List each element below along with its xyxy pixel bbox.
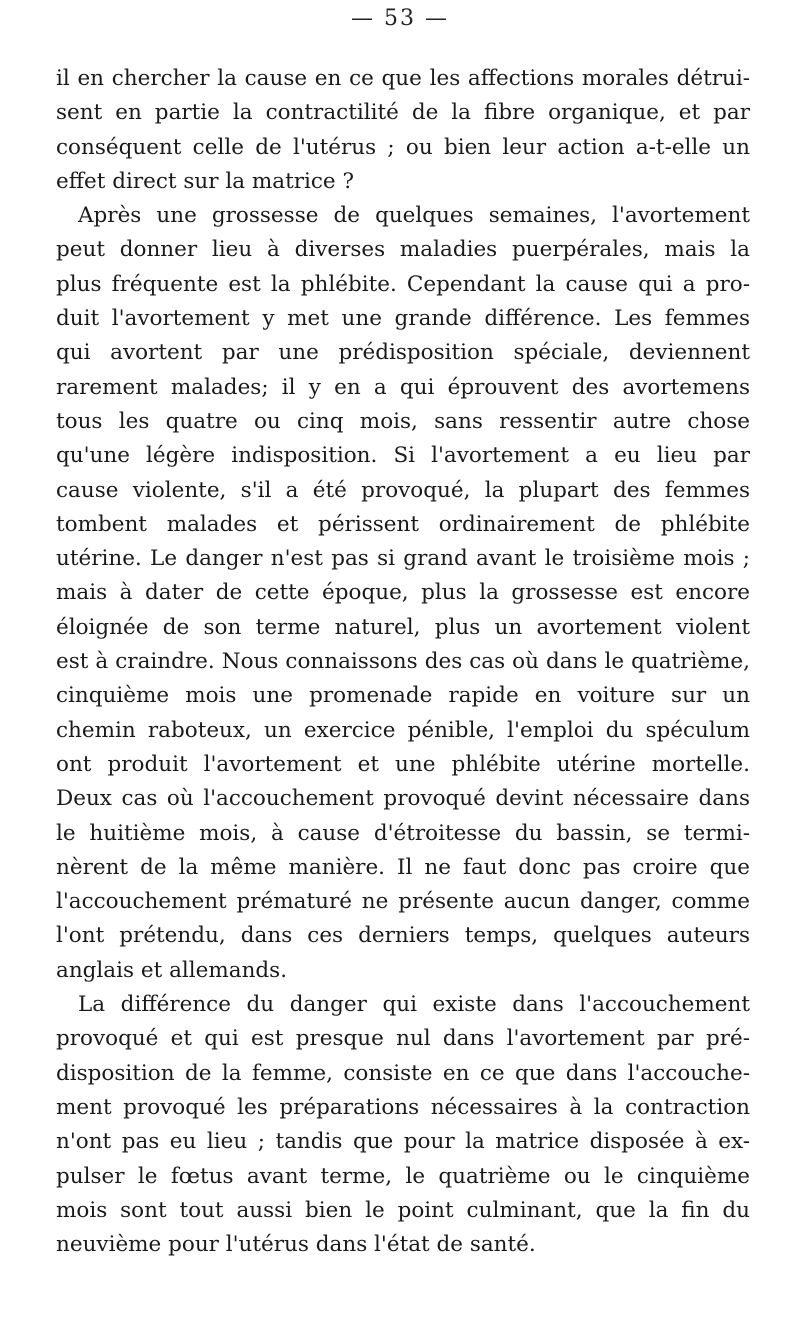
text-line: le huitième mois, à cause d'étroitesse du bassin, se termi-	[56, 820, 750, 846]
text-line: cinquième mois une promenade rapide en voiture sur un	[56, 683, 750, 709]
text-line: nèrent de la même manière. Il ne faut donc pas croire que	[56, 854, 750, 880]
text-line: est à craindre. Nous connaissons des cas où dans le quatrième,	[56, 649, 750, 675]
text-line: qu'une légère indisposition. Si l'avortement a eu lieu par	[56, 443, 750, 469]
text-line: utérine. Le danger n'est pas si grand avant le troisième mois ;	[56, 546, 750, 572]
text-line: disposition de la femme, consiste en ce que dans l'accouche-	[56, 1060, 750, 1086]
text-line: plus fréquente est la phlébite. Cependant la cause qui a pro-	[56, 271, 750, 297]
page-number: — 53 —	[351, 6, 449, 31]
text-line: mais à dater de cette époque, plus la grossesse est encore	[56, 580, 750, 606]
text-line: éloignée de son terme naturel, plus un avortement violent	[56, 614, 750, 640]
text-line: sent en partie la contractilité de la fibre organique, et par	[56, 100, 750, 126]
text-line: qui avortent par une prédisposition spéciale, deviennent	[56, 340, 750, 366]
text-line: Après une grossesse de quelques semaines, l'avortement	[78, 203, 750, 229]
text-line: l'accouchement prématuré ne présente aucun danger, comme	[56, 889, 750, 915]
text-line: duit l'avortement y met une grande différence. Les femmes	[56, 306, 750, 332]
text-line: rarement malades; il y en a qui éprouvent des avortemens	[56, 374, 750, 400]
text-line: conséquent celle de l'utérus ; ou bien leur action a-t-elle un	[56, 134, 750, 160]
text-line: neuvième pour l'utérus dans l'état de santé.	[56, 1232, 536, 1258]
text-line: anglais et allemands.	[56, 957, 288, 983]
text-line: n'ont pas eu lieu ; tandis que pour la matrice disposée à ex-	[56, 1129, 750, 1155]
text-line: La différence du danger qui existe dans l'accouchement	[78, 992, 750, 1018]
text-line: Deux cas où l'accouchement provoqué devint nécessaire dans	[56, 786, 750, 812]
text-line: peut donner lieu à diverses maladies puerpérales, mais la	[56, 237, 750, 263]
text-line: pulser le fœtus avant terme, le quatrième ou le cinquième	[56, 1163, 750, 1189]
text-line: tous les quatre ou cinq mois, sans ressentir autre chose	[56, 408, 750, 434]
text-line: provoqué et qui est presque nul dans l'avortement par pré-	[56, 1026, 750, 1052]
text-line: tombent malades et périssent ordinairement de phlébite	[56, 511, 750, 537]
text-line: ment provoqué les préparations nécessaires à la contraction	[56, 1094, 750, 1120]
text-line: il en chercher la cause en ce que les affections morales détrui-	[56, 66, 750, 91]
text-line: chemin raboteux, un exercice pénible, l'emploi du spéculum	[56, 717, 750, 743]
body-text	[56, 62, 750, 1262]
text-line: effet direct sur la matrice ?	[56, 168, 354, 194]
text-line: cause violente, s'il a été provoqué, la plupart des femmes	[56, 477, 750, 503]
text-line: mois sont tout aussi bien le point culminant, que la fin du	[56, 1197, 750, 1223]
text-line: ont produit l'avortement et une phlébite utérine mortelle.	[56, 751, 750, 777]
text-line: l'ont prétendu, dans ces derniers temps, quelques auteurs	[56, 923, 750, 949]
